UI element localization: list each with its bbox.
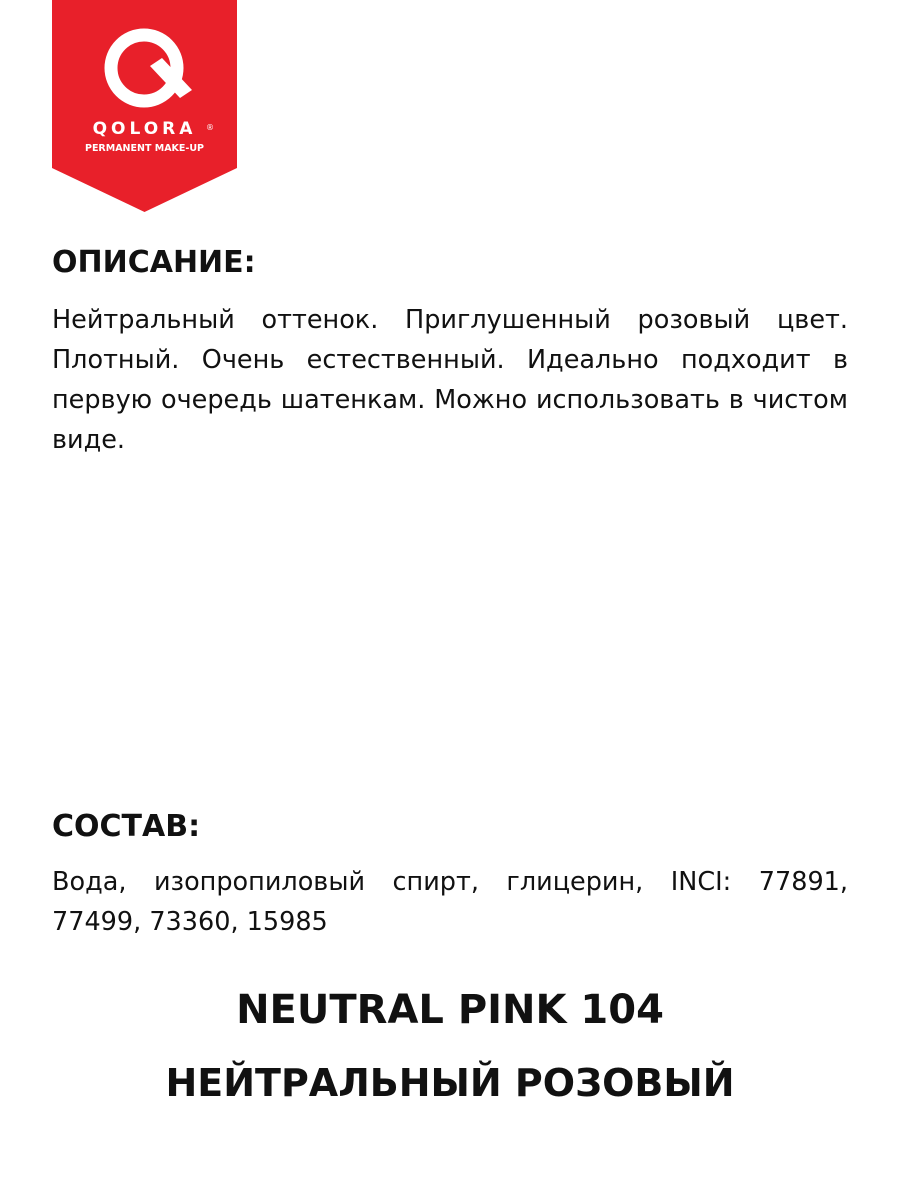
brand-logo (52, 0, 237, 212)
description-heading: ОПИСАНИЕ: (52, 245, 256, 280)
composition-heading: СОСТАВ: (52, 809, 201, 844)
brand-tagline: PERMANENT MAKE-UP (84, 143, 205, 154)
composition-text: Вода, изопропиловый спирт, глицерин, INCI: 77891, 77499, 73360, 15985 (52, 867, 848, 937)
product-name-english: NEUTRAL PINK 104 (236, 987, 664, 1033)
description-text: Нейтральный оттенок. Приглушенный розовый цвет. Плотный. Очень естественный. Идеально подходит в первую очередь шатенкам. Можно использовать в чистом виде. (52, 305, 848, 455)
product-name-russian: НЕЙТРАЛЬНЫЙ РОЗОВЫЙ (165, 1061, 735, 1105)
svg-text:®: ® (206, 123, 214, 132)
logo-badge-icon (52, 0, 237, 212)
brand-name: QOLORA (92, 119, 197, 139)
